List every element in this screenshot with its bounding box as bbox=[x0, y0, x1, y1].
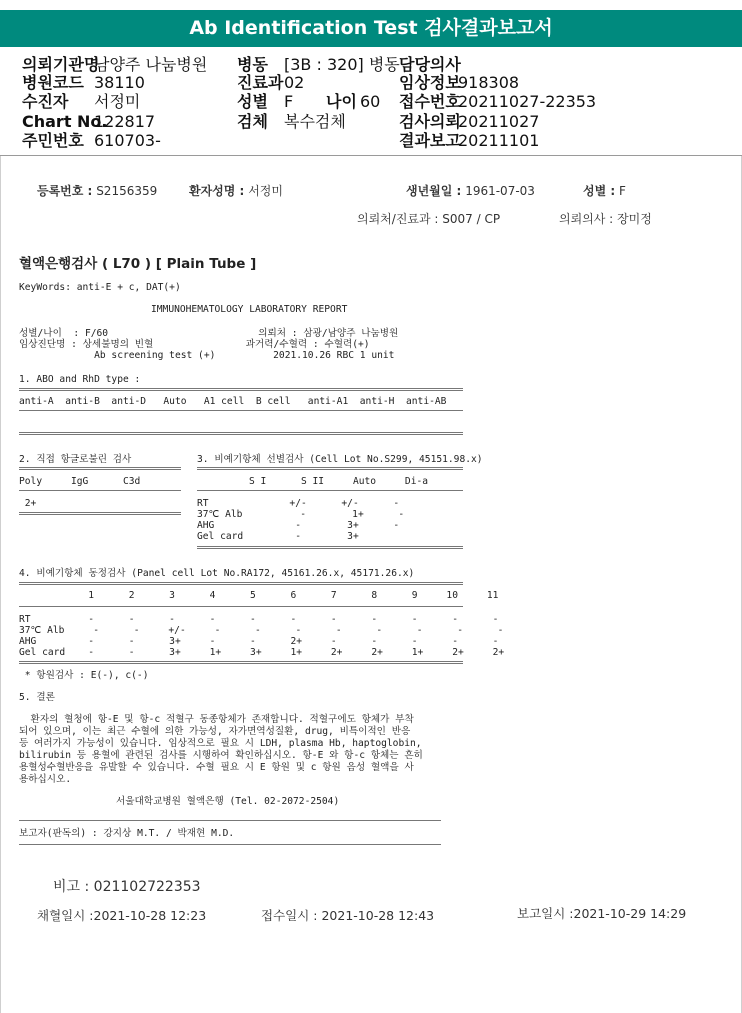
label-age: 나이 bbox=[326, 92, 357, 111]
conclusion-line: 등 여러가지 가능성이 있습니다. 임상적으로 필요 시 LDH, plasma Hb, haptoglobin, bbox=[19, 738, 422, 749]
label-receipt-no: 접수번호 bbox=[399, 92, 461, 111]
conclusion-line: 되어 있으며, 이는 최근 수혈에 의한 가능성, 자가면역성질환, drug, 비특이적인 반응 bbox=[19, 726, 411, 737]
sec1-mid-rule bbox=[19, 410, 463, 411]
dob-value: 1961-07-03 bbox=[465, 184, 535, 198]
sec4-header: 1 2 3 4 5 6 7 8 9 10 11 bbox=[19, 590, 499, 601]
sec2-header: Poly IgG C3d bbox=[19, 476, 141, 487]
sec2-bottom-rule bbox=[19, 512, 181, 515]
sec4-row: 37℃ Alb - - +/- - - - - - - - - bbox=[19, 625, 504, 636]
value-hospital-code: 38110 bbox=[94, 73, 145, 92]
conclusion-line: 용하십시오. bbox=[19, 774, 72, 785]
value-department: 02 bbox=[284, 73, 305, 92]
dob-label: 생년월일 : bbox=[406, 184, 462, 198]
value-ward: [3B : 320] 병동 bbox=[284, 55, 400, 74]
label-resident-no: 주민번호 bbox=[22, 131, 84, 150]
sec2-value: 2+ bbox=[19, 498, 37, 509]
label-clinical-info: 임상정보 bbox=[399, 73, 461, 92]
info-line-1: 성별/나이 : F/60 의뢰처 : 삼광/남양주 나눔병원 bbox=[19, 328, 399, 339]
label-hospital-code: 병원코드 bbox=[22, 73, 84, 92]
value-result-report: 20211101 bbox=[458, 131, 540, 150]
sec3-mid-rule bbox=[197, 490, 463, 491]
lab-report-title: IMMUNOHEMATOLOGY LABORATORY REPORT bbox=[151, 304, 348, 315]
value-patient: 서정미 bbox=[94, 92, 141, 111]
antigen-result: * 항원검사 : E(-), c(-) bbox=[19, 670, 149, 681]
reg-label: 등록번호 : bbox=[37, 184, 93, 198]
sec1-bottom-rule bbox=[19, 432, 463, 435]
label-department: 진료과 bbox=[237, 73, 284, 92]
dept-line bbox=[357, 210, 500, 227]
value-resident-no: 610703- bbox=[94, 131, 161, 150]
value-sex: F bbox=[284, 92, 294, 111]
report-document bbox=[0, 156, 742, 1013]
receive-time bbox=[261, 906, 434, 924]
sec4-row: RT - - - - - - - - - - - bbox=[19, 614, 499, 625]
sec2-mid-rule bbox=[19, 490, 181, 491]
info-line-2: 임상진단명 : 상세불명의 빈혈 과거력/수혈력 : 수혈력(+) bbox=[19, 339, 370, 350]
keywords: KeyWords: anti-E + c, DAT(+) bbox=[19, 282, 181, 293]
sec3-row: AHG - 3+ - bbox=[197, 520, 400, 531]
sec2-title: 2. 직접 항글로불린 검사 bbox=[19, 454, 132, 465]
report-label: 보고일시 : bbox=[517, 906, 574, 921]
patient-sex-line bbox=[583, 182, 626, 199]
report-title: Ab Identification Test 검사결과보고서 bbox=[189, 17, 553, 39]
reporter-top-rule bbox=[19, 820, 441, 821]
value-specimen: 복수검체 bbox=[284, 112, 346, 131]
sec1-top-rule bbox=[19, 388, 463, 391]
label-chart-no: Chart No. bbox=[22, 112, 108, 131]
reporter: 보고자(판독의) : 강지상 M.T. / 박재현 M.D. bbox=[19, 828, 235, 839]
test-title: 혈액은행검사 ( L70 ) [ Plain Tube ] bbox=[19, 256, 257, 272]
sec1-header: anti-A anti-B anti-D Auto A1 cell B cell anti-A1 anti-H anti-AB bbox=[19, 396, 447, 407]
value-institution: 남양주 나눔병원 bbox=[94, 55, 208, 74]
receive-value: 2021-10-28 12:43 bbox=[321, 908, 435, 923]
sec3-title: 3. 비예기항체 선별검사 (Cell Lot No.S299, 45151.98.x) bbox=[197, 454, 483, 465]
dept-label: 의뢰처/진료과 : bbox=[357, 212, 439, 226]
sec4-mid-rule bbox=[19, 606, 463, 607]
doctor-value: 장미정 bbox=[617, 212, 652, 226]
sec4-top-rule bbox=[19, 582, 463, 585]
name-label: 환자성명 : bbox=[189, 184, 245, 198]
dept-value: S007 / CP bbox=[442, 212, 501, 226]
sex-label: 성별 : bbox=[583, 184, 616, 198]
label-doctor: 담당의사 bbox=[399, 55, 461, 74]
receive-label: 접수일시 : bbox=[261, 908, 318, 923]
label-result-report: 결과보고 bbox=[399, 131, 461, 150]
remark bbox=[53, 876, 201, 896]
remark-value: 021102722353 bbox=[93, 879, 201, 895]
sec3-header: S I S II Auto Di-a bbox=[197, 476, 429, 487]
patient-reg-line bbox=[37, 182, 157, 199]
label-patient: 수진자 bbox=[22, 92, 69, 111]
lab-name: 서울대학교병원 혈액은행 (Tel. 02-2072-2504) bbox=[116, 796, 340, 807]
label-ward: 병동 bbox=[237, 55, 268, 74]
doctor-label: 의뢰의사 : bbox=[559, 212, 614, 226]
sec2-top-rule bbox=[19, 467, 181, 470]
patient-dob-line bbox=[406, 182, 535, 199]
label-sex: 성별 bbox=[237, 92, 268, 111]
value-chart-no: 122817 bbox=[94, 112, 156, 131]
sec3-bottom-rule bbox=[197, 546, 463, 549]
value-test-request: 20211027 bbox=[458, 112, 540, 131]
collect-label: 채혈일시 : bbox=[37, 908, 94, 923]
sec1-title: 1. ABO and RhD type : bbox=[19, 374, 141, 385]
report-value: 2021-10-29 14:29 bbox=[573, 906, 687, 921]
collect-value: 2021-10-28 12:23 bbox=[93, 908, 207, 923]
value-age: 60 bbox=[360, 92, 381, 111]
sec3-row: 37℃ Alb - 1+ - bbox=[197, 509, 405, 520]
label-institution: 의뢰기관명 bbox=[22, 55, 100, 74]
doctor-line bbox=[559, 210, 652, 227]
sex-value: F bbox=[619, 184, 626, 198]
value-receipt-no: 20211027-22353 bbox=[458, 92, 597, 111]
label-specimen: 검체 bbox=[237, 112, 268, 131]
sec4-row: AHG - - 3+ - - 2+ - - - - - bbox=[19, 636, 499, 647]
report-time bbox=[517, 904, 686, 922]
sec3-top-rule bbox=[197, 467, 463, 470]
conclusion-line: bilirubin 등 용혈에 관련된 검사를 시행하여 확인하십시오. 항-E 와 항-c 항체는 흔히 bbox=[19, 750, 423, 761]
sec3-row: Gel card - 3+ bbox=[197, 531, 359, 542]
remark-label: 비고 : bbox=[53, 879, 90, 895]
reg-value: S2156359 bbox=[96, 184, 158, 198]
label-test-request: 검사의뢰 bbox=[399, 112, 461, 131]
sec5-title: 5. 결론 bbox=[19, 692, 55, 703]
patient-name-line bbox=[189, 182, 283, 199]
reporter-bottom-rule bbox=[19, 844, 441, 845]
sec4-row: Gel card - - 3+ 1+ 3+ 1+ 2+ 2+ 1+ 2+ 2+ bbox=[19, 647, 505, 658]
sec4-title: 4. 비예기항체 동정검사 (Panel cell Lot No.RA172, 45161.26.x, 45171.26.x) bbox=[19, 568, 415, 579]
conclusion-line: 용혈성수혈반응을 유발할 수 있습니다. 수혈 필요 시 E 항원 및 c 항원 음성 혈액을 사 bbox=[19, 762, 414, 773]
report-title-bar bbox=[0, 10, 742, 47]
name-value: 서정미 bbox=[248, 184, 283, 198]
collect-time bbox=[37, 906, 206, 924]
sec3-row: RT +/- +/- - bbox=[197, 498, 400, 509]
sec4-bottom-rule bbox=[19, 661, 463, 664]
value-clinical-info: 918308 bbox=[458, 73, 520, 92]
info-line-3: Ab screening test (+) 2021.10.26 RBC 1 unit bbox=[19, 350, 395, 361]
conclusion-line: 환자의 혈청에 항-E 및 항-c 적혈구 동종항체가 존재합니다. 적혈구에도 항체가 부착 bbox=[19, 714, 414, 725]
